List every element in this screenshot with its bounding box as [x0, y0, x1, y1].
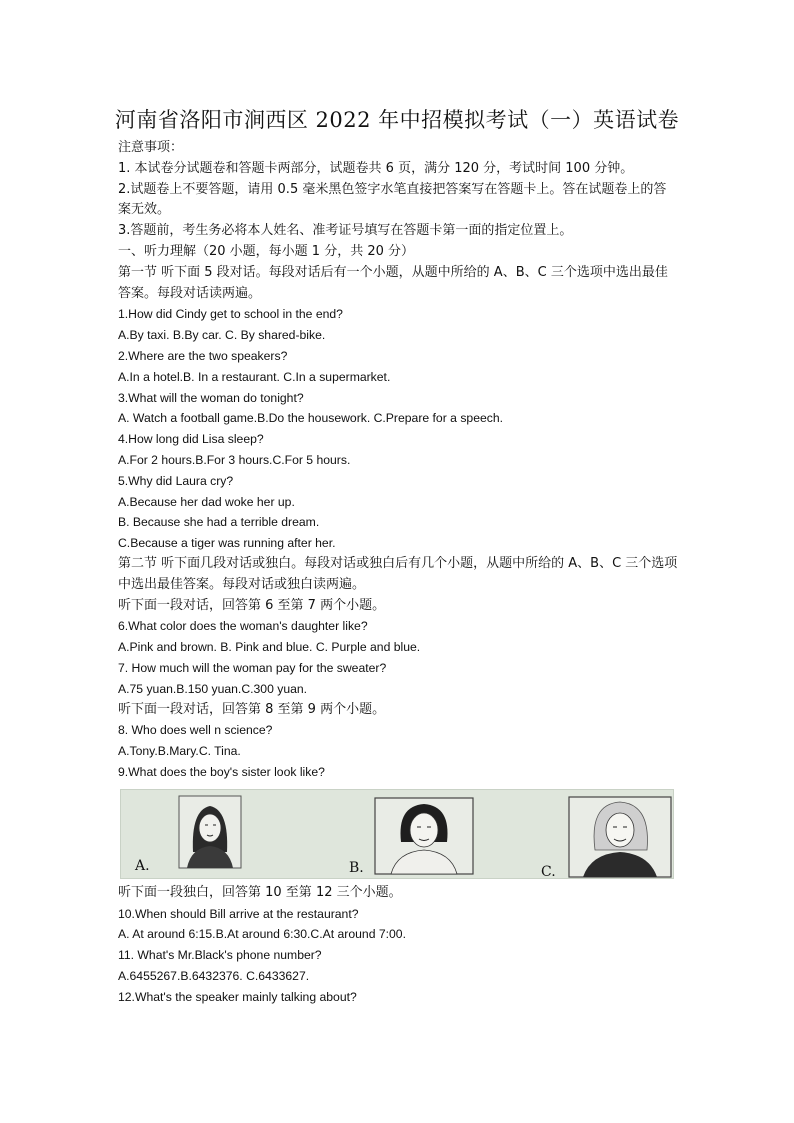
- question-line: 8. Who does well n science?: [118, 723, 273, 738]
- picture-options-strip: [120, 789, 674, 879]
- exam-title: 河南省洛阳市涧西区 2022 年中招模拟考试（一）英语试卷: [114, 108, 680, 132]
- option-line: A. At around 6:15.B.At around 6:30.C.At around 7:00.: [118, 927, 406, 942]
- question-line: 12.What's the speaker mainly talking about?: [118, 989, 357, 1004]
- portrait-b-image: [375, 798, 473, 874]
- question-line: 5.Why did Laura cry?: [118, 473, 234, 488]
- question-line: 11. What's Mr.Black's phone number?: [118, 948, 322, 963]
- option-line: A.Because her dad woke her up.: [118, 494, 295, 509]
- picture-label-c: C.: [541, 863, 556, 880]
- group-heading: 听下面一段独白，回答第 10 至第 12 三个小题。: [118, 884, 402, 900]
- option-line: B. Because she had a terrible dream.: [118, 515, 320, 530]
- option-line: A.Pink and brown. B. Pink and blue. C. Purple and blue.: [118, 640, 421, 655]
- section1-instruction: 第一节 听下面 5 段对话。每段对话后有一个小题，从题中所给的 A、B、C 三个选项中选出最佳答案。每段对话读两遍。: [118, 264, 668, 301]
- option-line: A.6455267.B.6432376. C.6433627.: [118, 968, 310, 983]
- option-line: C.Because a tiger was running after her.: [118, 536, 336, 551]
- part1-heading: 一、听力理解（20 小题，每小题 1 分，共 20 分）: [118, 243, 415, 259]
- portrait-illustrations: [121, 790, 675, 880]
- picture-label-b: B.: [349, 859, 364, 876]
- question-line: 3.What will the woman do tonight?: [118, 390, 304, 405]
- option-line: A.For 2 hours.B.For 3 hours.C.For 5 hours.: [118, 452, 351, 467]
- option-line: A.Tony.B.Mary.C. Tina.: [118, 744, 241, 759]
- question-line: 7. How much will the woman pay for the sweater?: [118, 660, 387, 675]
- exam-body: [118, 138, 678, 1007]
- option-line: A.By taxi. B.By car. C. By shared-bike.: [118, 328, 326, 343]
- question-line: 2.Where are the two speakers?: [118, 348, 288, 363]
- portrait-c-image: [569, 797, 671, 877]
- notice-heading: 注意事项：: [118, 140, 184, 155]
- option-line: A.75 yuan.B.150 yuan.C.300 yuan.: [118, 681, 308, 696]
- question-line: 9.What does the boy's sister look like?: [118, 764, 325, 779]
- group-heading: 听下面一段对话，回答第 6 至第 7 两个小题。: [118, 597, 386, 613]
- question-line: 6.What color does the woman's daughter like?: [118, 619, 368, 634]
- section2-instruction: 第二节 听下面几段对话或独白。每段对话或独白后有几个小题，从题中所给的 A、B、C 三个选项中选出最佳答案。每段对话或独白读两遍。: [118, 555, 678, 592]
- notice-item: 2.试题卷上不要答题，请用 0.5 毫米黑色签字水笔直接把答案写在答题卡上。答在试题卷上的答案无效。: [118, 181, 667, 218]
- option-line: A. Watch a football game.B.Do the housework. C.Prepare for a speech.: [118, 411, 504, 426]
- question-line: 1.How did Cindy get to school in the end?: [118, 307, 343, 322]
- portrait-a-image: [179, 796, 241, 868]
- notice-item: 1. 本试卷分试题卷和答题卡两部分，试题卷共 6 页，满分 120 分，考试时间 100 分钟。: [118, 160, 634, 176]
- group-heading: 听下面一段对话，回答第 8 至第 9 两个小题。: [118, 701, 386, 717]
- question-line: 10.When should Bill arrive at the restaurant?: [118, 906, 359, 921]
- picture-label-a: A.: [135, 857, 150, 874]
- notice-item: 3.答题前，考生务必将本人姓名、准考证号填写在答题卡第一面的指定位置上。: [118, 223, 573, 239]
- option-line: A.In a hotel.B. In a restaurant. C.In a supermarket.: [118, 369, 391, 384]
- question-line: 4.How long did Lisa sleep?: [118, 432, 264, 447]
